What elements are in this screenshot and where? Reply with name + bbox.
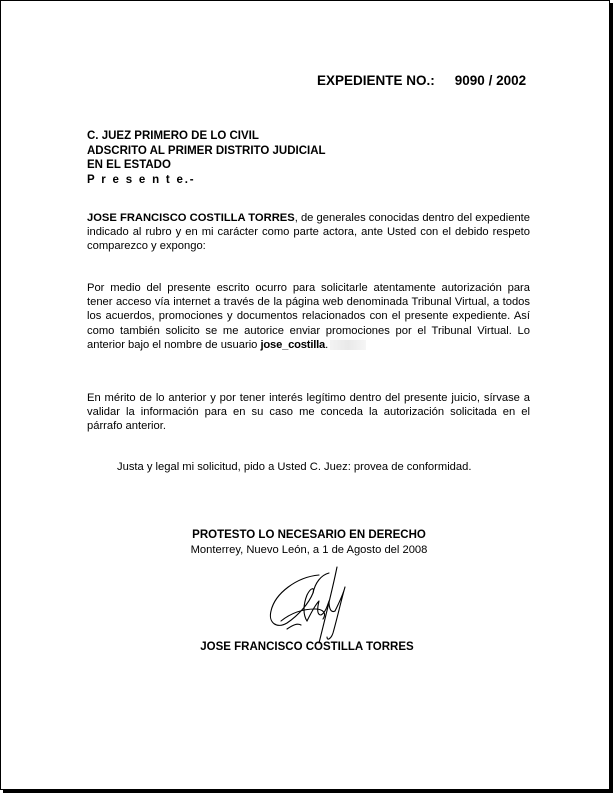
request-end: . [325,338,329,351]
introduction-text: , de generales conocidas dentro del expediente indicado al rubro y en mi carácter como parte actora, ante Usted con el debido respeto comparezco y expongo: [87,212,530,253]
place-date: Monterrey, Nuevo León, a 1 de Agosto del 2008 [190,544,428,556]
expediente-heading [317,73,526,88]
paragraph-request [87,281,530,352]
redaction-mark [330,340,366,350]
paragraph-merit [87,391,530,434]
paragraph-introduction [87,211,530,254]
addressee-line-2: ADSCRITO AL PRIMER DISTRITO JUDICIAL [87,144,326,157]
expediente-number: 9090 / 2002 [454,73,527,88]
merit-text: En mérito de lo anterior y por tener interés legítimo dentro del presente juicio, sírvase a validar la información para en su caso me conceda la autorización solicitada en el párrafo anterior. [87,392,530,433]
expediente-label: EXPEDIENTE NO.: [317,73,435,88]
protesto-heading: PROTESTO LO NECESARIO EN DERECHO [192,529,426,541]
username: jose_costilla [260,338,326,351]
petitioner-name: JOSE FRANCISCO COSTILLA TORRES [87,212,295,224]
closing-request: Justa y legal mi solicitud, pido a Usted C. Juez: provea de conformidad. [117,461,472,473]
signer-name: JOSE FRANCISCO COSTILLA TORRES [200,641,414,653]
addressee-line-4: P r e s e n t e.- [87,173,196,186]
request-text: Por medio del presente escrito ocurro para solicitarle atentamente autorización para tener acceso vía internet a través de la página web denominada Tribunal Virtual, a todos los acuerdos, promociones y documentos relacionados con el presente expediente. Así como también solicito se me autorice enviar promociones por el Tribunal Virtual. Lo anterior bajo el nombre de usuario [87,282,530,351]
addressee-block [87,129,326,187]
handwritten-signature [257,563,367,645]
addressee-line-3: EN EL ESTADO [87,159,171,171]
addressee-line-1: C. JUEZ PRIMERO DE LO CIVIL [87,130,259,142]
